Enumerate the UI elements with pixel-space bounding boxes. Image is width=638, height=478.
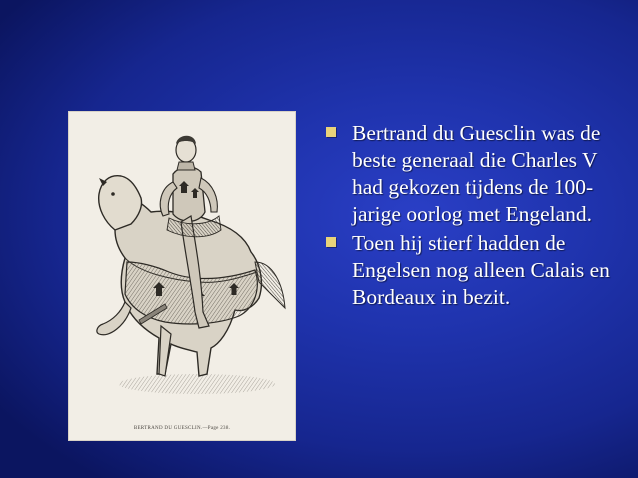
knight-engraving-image xyxy=(69,112,295,440)
engraving-illustration xyxy=(69,112,295,440)
bullet-text: Toen hij stierf hadden de Engelsen nog alleen Calais en Bordeaux in bezit. xyxy=(352,231,610,309)
bullet-text: Bertrand du Guesclin was de beste generaal die Charles V had gekozen tijdens de 100-jarige oorlog met Engeland. xyxy=(352,121,601,226)
image-caption: BERTRAND DU GUESCLIN.—Page 238. xyxy=(133,426,231,431)
bullet-list xyxy=(325,120,625,313)
bullet-item xyxy=(325,120,625,228)
bullet-item xyxy=(325,230,625,311)
square-bullet-icon xyxy=(326,127,336,137)
square-bullet-icon xyxy=(326,237,336,247)
